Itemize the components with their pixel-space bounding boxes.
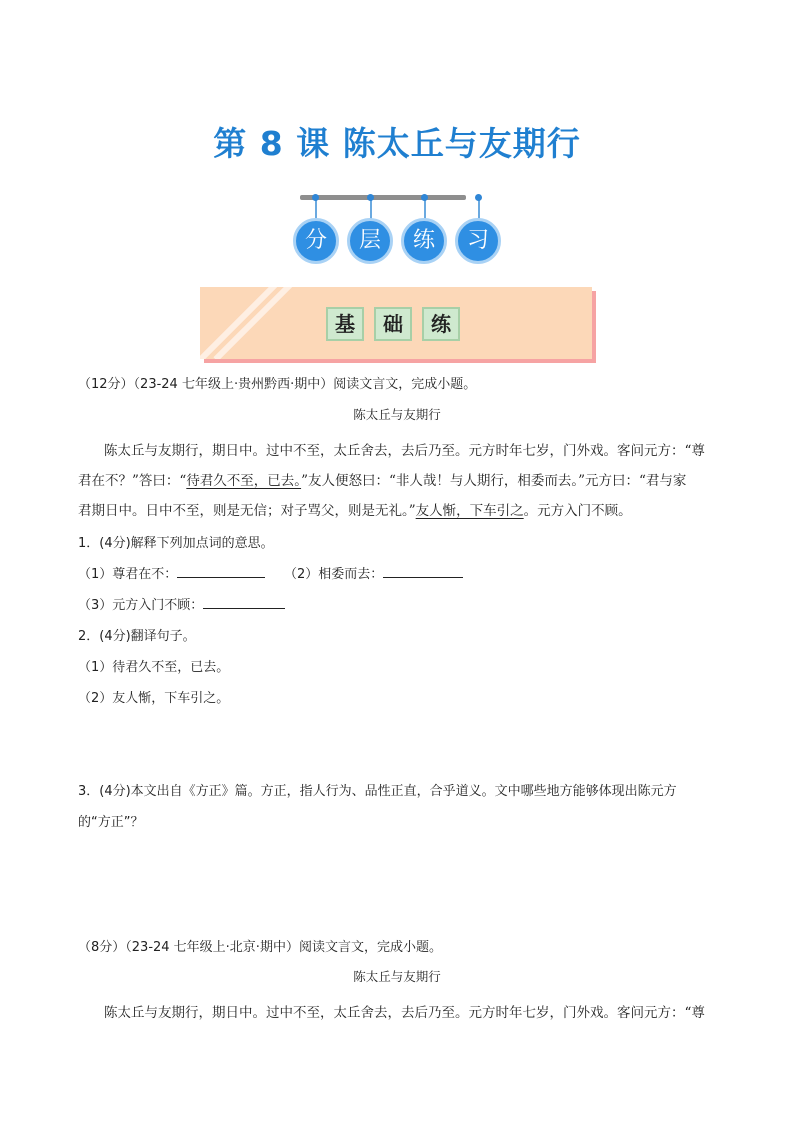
sub-question-label: （3）元方入门不顾：	[78, 598, 204, 613]
banner-char: 练	[422, 307, 460, 341]
passage-line	[78, 499, 632, 519]
banner-char: 础	[374, 307, 412, 341]
passage-title: 陈太丘与友期行	[353, 969, 441, 984]
sub-question	[78, 594, 285, 613]
answer-blank[interactable]	[203, 596, 285, 609]
sub-question: （2）友人惭，下车引之。	[78, 691, 230, 706]
hanger-circle: 练	[401, 218, 447, 264]
sub-question	[284, 563, 463, 582]
hanger-circle: 习	[455, 218, 501, 264]
question: 3．(4分)本文出自《方正》篇。方正，指人行为、品性正直，合乎道义。文中哪些地方能够体现出陈元方	[78, 784, 677, 799]
hanger-bar	[300, 195, 466, 200]
passage-text: 君在不？”答曰：“	[78, 473, 187, 489]
hanger-circle: 分	[293, 218, 339, 264]
hanger-dot	[475, 194, 482, 201]
section-intro: （12分）（23-24 七年级上·贵州黔西·期中）阅读文言文，完成小题。	[78, 377, 477, 392]
passage-line	[78, 469, 686, 489]
page-title: 第 8 课 陈太丘与友期行	[213, 124, 581, 163]
underlined-sentence: 待君久不至，已去。	[186, 473, 302, 489]
question-continued: 的“方正”？	[78, 815, 144, 830]
hanger-circle: 层	[347, 218, 393, 264]
sub-question-label: （1）尊君在不：	[78, 567, 178, 582]
answer-blank[interactable]	[383, 565, 463, 578]
passage-line: 陈太丘与友期行，期日中。过中不至，太丘舍去，去后乃至。元方时年七岁，门外戏。客问元方：“尊	[104, 1005, 705, 1021]
passage-line: 陈太丘与友期行，期日中。过中不至，太丘舍去，去后乃至。元方时年七岁，门外戏。客问元方：“尊	[104, 443, 705, 459]
passage-text: ”友人便怒曰：“非人哉！与人期行，相委而去。”元方曰：“君与家	[301, 473, 687, 489]
hanger-dot	[421, 194, 428, 201]
answer-blank[interactable]	[177, 565, 265, 578]
question: 2．(4分)翻译句子。	[78, 629, 196, 644]
hanger-dot	[367, 194, 374, 201]
passage-title: 陈太丘与友期行	[353, 407, 441, 422]
banner-char: 基	[326, 307, 364, 341]
passage-text: 。元方入门不顾。	[523, 503, 632, 519]
section-banner	[200, 287, 592, 359]
sub-question	[78, 563, 265, 582]
sub-question-label: （2）相委而去：	[284, 567, 384, 582]
underlined-sentence: 友人惭，下车引之	[415, 503, 524, 519]
passage-text: 君期日中。日中不至，则是无信；对子骂父，则是无礼。”	[78, 503, 416, 519]
hanger-dot	[312, 194, 319, 201]
question: 1．(4分)解释下列加点词的意思。	[78, 536, 274, 551]
sub-question: （1）待君久不至，已去。	[78, 660, 230, 675]
section-intro: （8分）（23-24 七年级上·北京·期中）阅读文言文，完成小题。	[78, 940, 442, 955]
